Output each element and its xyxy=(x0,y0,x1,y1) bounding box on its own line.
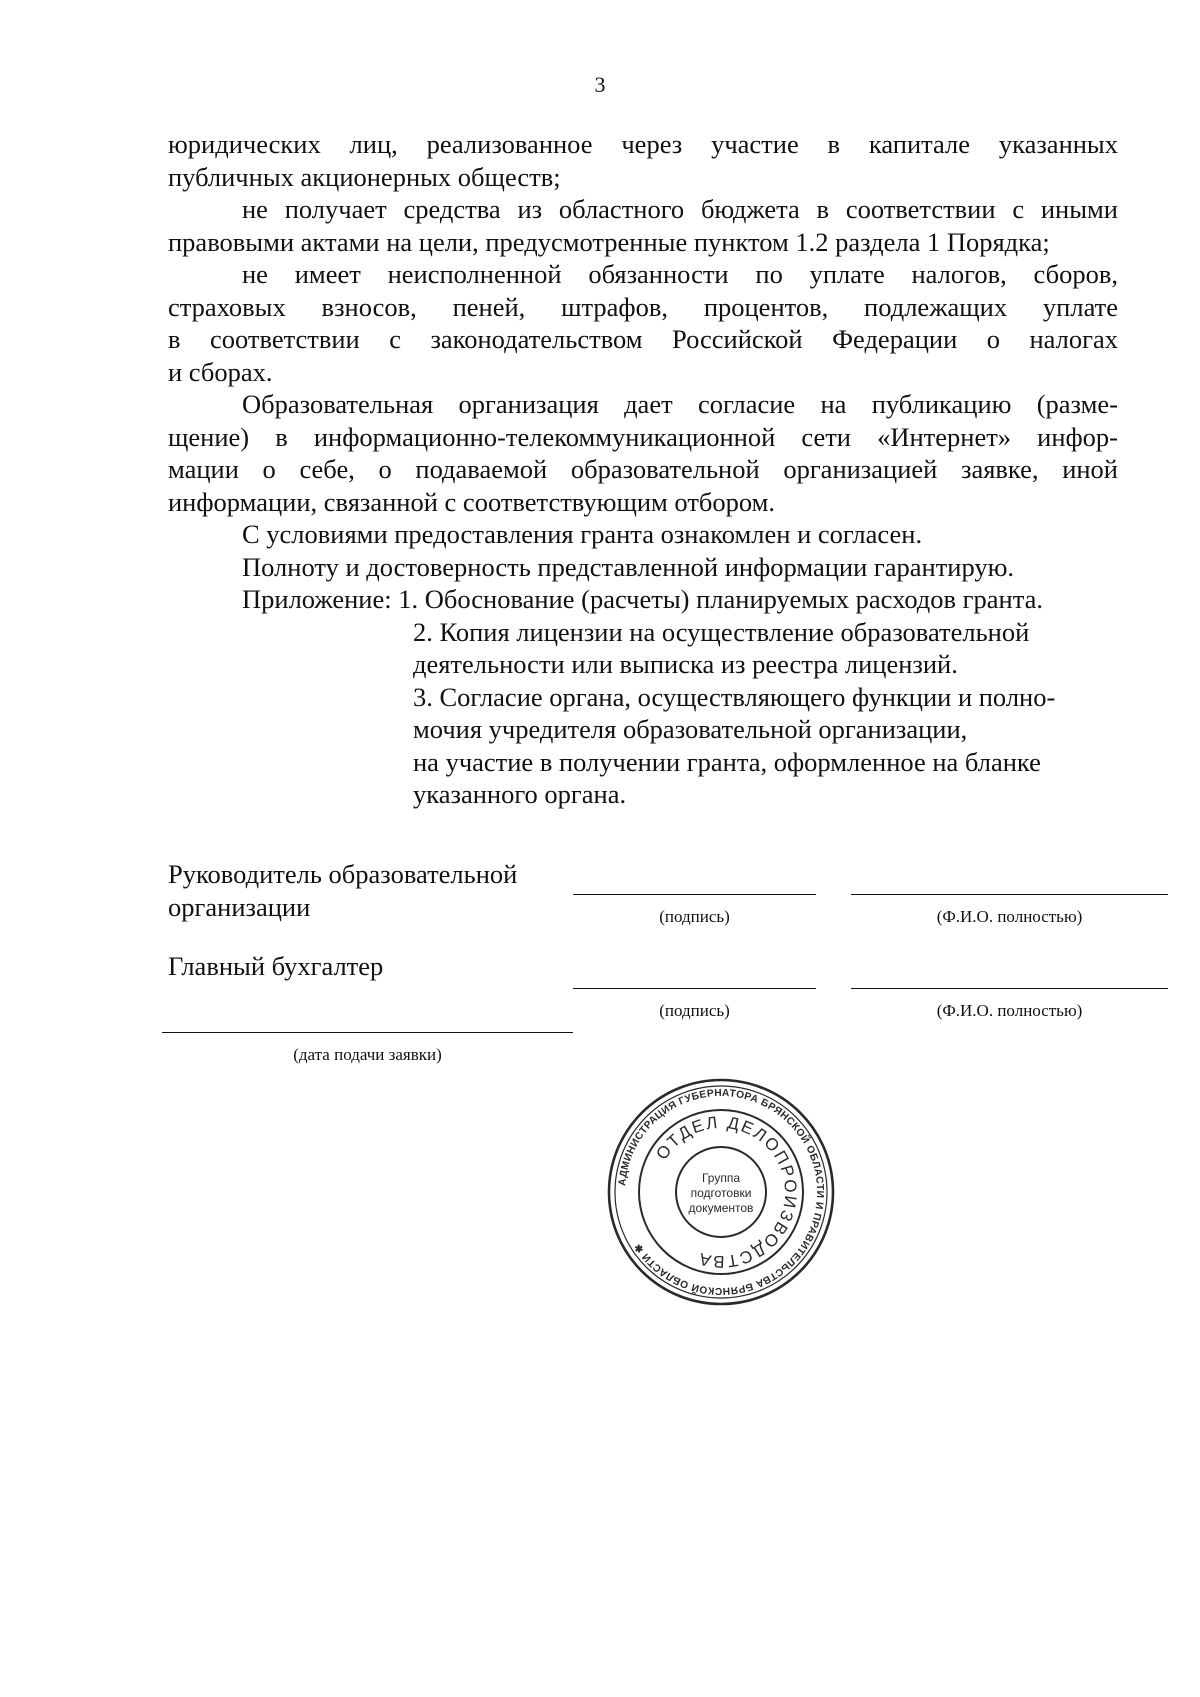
accountant-signature-caption: (подпись) xyxy=(659,1001,730,1020)
text-line: мации о себе, о подаваемой образовательной организацией заявке, иной xyxy=(168,454,1118,484)
text-line: на участие в получении гранта, оформленное на бланке xyxy=(413,746,1041,777)
text-line: юридических лиц, реализованное через участие в капитале указанных xyxy=(168,129,1118,159)
statement-conditions: С условиями предоставления гранта ознакомлен и согласен. xyxy=(242,519,923,549)
accountant-name-line[interactable] xyxy=(851,988,1168,989)
text-line: Образовательная организация дает согласие на публикацию (разме- xyxy=(242,389,1118,419)
document-body xyxy=(168,128,1118,811)
paragraph-consent-cont xyxy=(168,421,1118,519)
accountant-name-caption: (Ф.И.О. полностью) xyxy=(936,1001,1083,1020)
text-line: публичных акционерных обществ; xyxy=(168,161,561,192)
statement-guarantee: Полноту и достоверность представленной информации гарантирую. xyxy=(242,551,1015,582)
head-signature-line[interactable] xyxy=(573,894,816,895)
stamp-center-line-1: Группа xyxy=(701,1171,741,1185)
text-line: Руководитель образовательной xyxy=(168,859,518,889)
text-line: не получает средства из областного бюджета в соответствии с иными xyxy=(242,194,1118,224)
attachment-item-1: 1. Обоснование (расчеты) планируемых расходов гранта. xyxy=(398,584,1044,614)
text-line: мочия учредителя образовательной организации, xyxy=(413,714,968,744)
paragraph-continuation xyxy=(168,128,1118,193)
head-name-caption: (Ф.И.О. полностью) xyxy=(936,907,1083,926)
attachment-item-2 xyxy=(413,616,1118,681)
attachments-header xyxy=(168,583,1118,616)
paragraph-taxes xyxy=(168,258,1118,291)
text-line: указанного органа. xyxy=(413,779,627,809)
text-line: страховых взносов, пеней, штрафов, процентов, подлежащих уплате xyxy=(168,291,1118,322)
stamp-center-line-3: документов xyxy=(688,1201,754,1215)
date-caption: (дата подачи заявки) xyxy=(293,1045,442,1064)
attachment-item-3 xyxy=(413,681,1118,811)
date-line[interactable] xyxy=(162,1032,573,1033)
stamp-center-line-2: подготовки xyxy=(690,1186,752,1200)
official-stamp xyxy=(605,1076,837,1308)
accountant-signature-line[interactable] xyxy=(573,988,816,989)
text-line: щение) в информационно-телекоммуникационной сети «Интернет» инфор- xyxy=(168,421,1118,452)
text-line: правовыми актами на цели, предусмотренные пунктом 1.2 раздела 1 Порядка; xyxy=(168,226,1050,257)
text-line: деятельности или выписка из реестра лицензий. xyxy=(413,649,958,679)
text-line: и сборах. xyxy=(168,356,273,387)
paragraph-budget-cont xyxy=(168,226,1118,259)
text-line: в соответствии с законодательством Российской Федерации о налогах xyxy=(168,324,1118,354)
text-line: 3. Согласие органа, осуществляющего функции и полно- xyxy=(413,681,1056,712)
text-line: организации xyxy=(168,892,311,922)
text-line: информации, связанной с соответствующим отбором. xyxy=(168,486,776,517)
head-signatory-label xyxy=(168,858,517,924)
attachments-label: Приложение: xyxy=(242,584,392,614)
stamp-outer-text: АДМИНИСТРАЦИЯ ГУБЕРНАТОРА БРЯНСКОЙ ОБЛАСТИ И ПРАВИТЕЛЬСТВА БРЯНСКОЙ ОБЛАСТИ ✱ xyxy=(617,1087,826,1297)
stamp-inner-text: ОТДЕЛ ДЕЛОПРОИЗВОДСТВА xyxy=(652,1112,801,1272)
accountant-label: Главный бухгалтер xyxy=(168,951,384,981)
text-line: не имеет неисполненной обязанности по уплате налогов, сборов, xyxy=(242,259,1118,289)
paragraph-taxes-cont xyxy=(168,291,1118,389)
page-number: 3 xyxy=(594,72,606,97)
head-name-line[interactable] xyxy=(851,894,1168,895)
head-signature-caption: (подпись) xyxy=(659,907,730,926)
text-line: 2. Копия лицензии на осуществление образовательной xyxy=(413,616,1030,647)
paragraph-budget xyxy=(168,193,1118,226)
paragraph-consent xyxy=(168,388,1118,421)
